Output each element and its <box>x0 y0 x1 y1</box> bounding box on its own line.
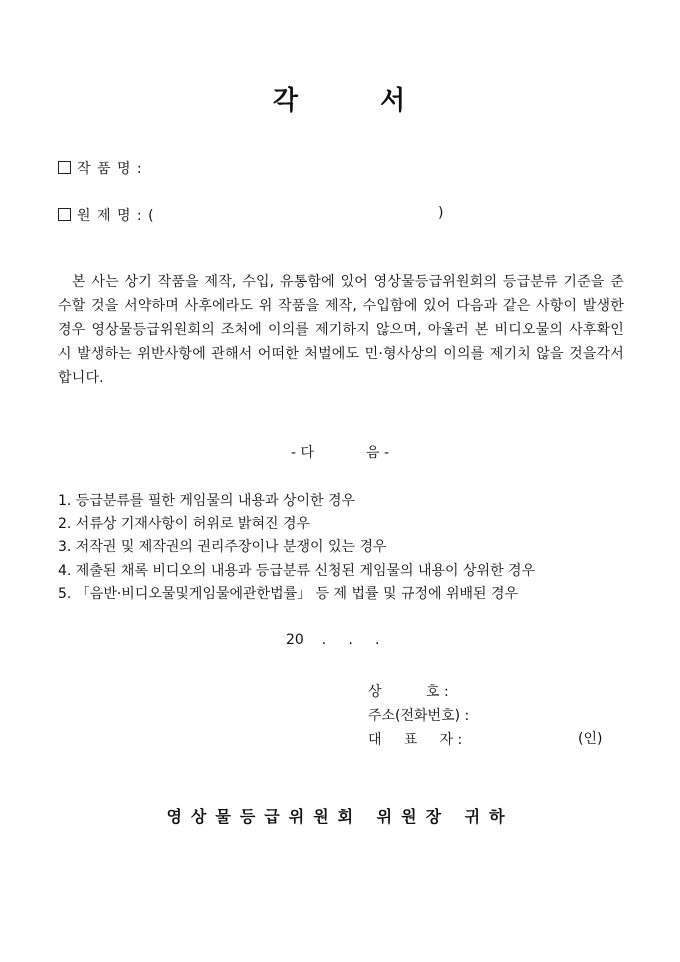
representative-label-text: 대 표 자 : <box>368 732 463 748</box>
original-title-close: ) <box>438 205 445 221</box>
date-line: 20 . . . <box>286 632 380 648</box>
conditions-list <box>58 490 628 606</box>
title-char-1: 각 <box>272 86 300 116</box>
list-item: 3. 저작권 및 제작권의 권리주장이나 분쟁이 있는 경우 <box>58 539 387 556</box>
pledge-paragraph: 본 사는 상기 작품을 제작, 수입, 유통함에 있어 영상물등급위원회의 등급분류 기준을 준수할 것을 서약하며 사후에라도 위 작품을 제작, 수입함에 있어 다음과 같은 사항이 발생한 경우 영상물등급위원회의 조처에 이의를 제기하지 않으며, 아울러 본 비디오물의 사후확인시 발생하는 위반사항에 관해서 어떠한 처벌에도 민·형사상의 이의를 제기치 않을 것을각서합니다. <box>58 274 624 386</box>
seal-mark: (인) <box>578 731 603 747</box>
pledge-body <box>58 270 624 390</box>
checkbox-icon <box>58 208 71 221</box>
title-char-2: 서 <box>380 86 408 116</box>
representative-label <box>368 729 462 749</box>
list-item: 4. 제출된 채록 비디오의 내용과 등급분류 신청된 게임물의 내용이 상위한 경우 <box>58 562 536 579</box>
address-label <box>368 705 469 725</box>
following-heading-close: 음 - <box>366 445 390 461</box>
original-title-field <box>58 205 458 225</box>
following-heading-open: - 다 <box>290 445 314 461</box>
work-name-field <box>58 158 143 178</box>
following-heading <box>0 442 680 462</box>
original-title-label: 원 제 명 : ( <box>77 208 155 224</box>
company-label-text: 상 호 : <box>368 684 449 700</box>
address-label-text: 주소(전화번호) : <box>368 708 470 724</box>
list-item: 2. 서류상 기재사항이 허위로 밝혀진 경우 <box>58 516 310 533</box>
list-item: 1. 등급분류를 필한 게임물의 내용과 상이한 경우 <box>58 493 356 509</box>
addressee: 영상물등급위원회 위원장 귀하 <box>166 807 514 826</box>
checkbox-icon <box>58 161 71 174</box>
company-label <box>368 681 449 701</box>
list-item: 5. 「음반·비디오물및게임물에관한법률」 등 제 법률 및 규정에 위배된 경우 <box>58 585 519 602</box>
document-title <box>0 80 680 117</box>
work-name-label: 작 품 명 : <box>77 161 143 177</box>
